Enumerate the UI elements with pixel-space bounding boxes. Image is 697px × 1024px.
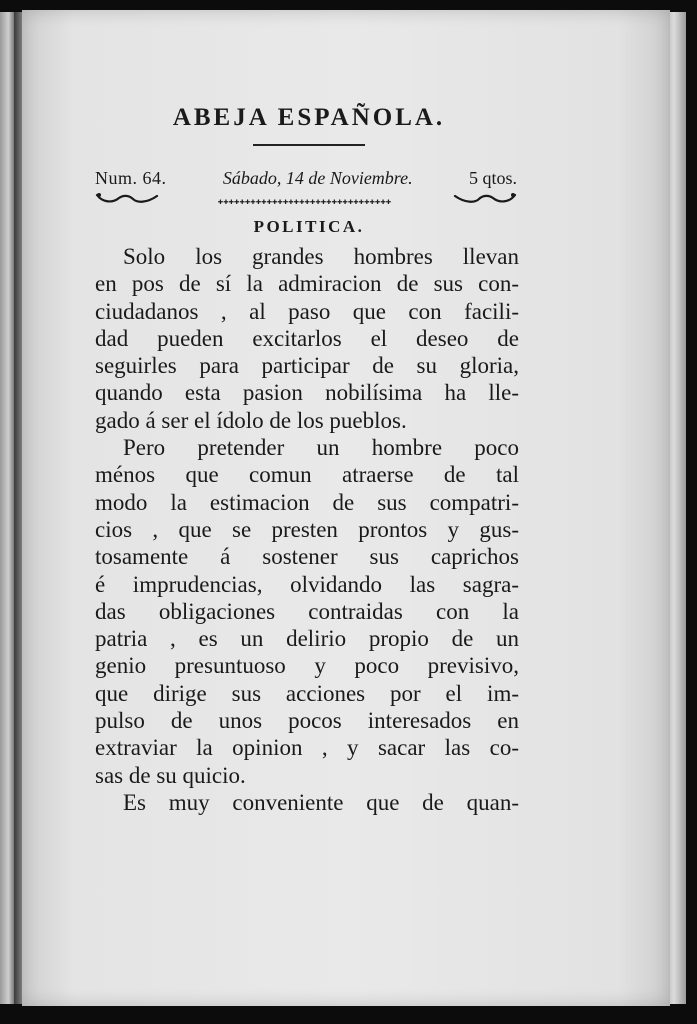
title-rule	[253, 144, 365, 146]
issue-price: 5 qtos.	[468, 168, 517, 188]
text-line: Solo los grandes hombres llevan	[123, 244, 519, 269]
text-line: sas de su quicio.	[95, 762, 246, 788]
section-heading: POLITICA.	[253, 217, 365, 236]
issue-date: Sábado, 14 de Noviembre.	[222, 168, 413, 188]
text-line: Pero pretender un hombre poco	[123, 435, 519, 461]
text-line: tosamente á sostener sus caprichos	[95, 544, 519, 570]
ornament-row	[95, 191, 523, 211]
text-line: genio presuntuoso y poco previsivo,	[95, 653, 519, 679]
issue-line	[95, 168, 523, 189]
text-line: cios , que se presten prontos y gus-	[95, 516, 519, 542]
swash-right-icon	[453, 191, 517, 207]
text-line: ménos que comun atraerse de tal	[95, 462, 519, 488]
text-line: modo la estimacion de sus compatri-	[95, 489, 519, 515]
text-line: ciudadanos , al paso que con facili-	[95, 298, 519, 324]
text-line: é imprudencias, olvidando las sagra-	[95, 571, 519, 597]
text-line: dad pueden excitarlos el deseo de	[95, 325, 519, 351]
article-body	[95, 243, 523, 816]
text-line: seguirles para participar de su gloria,	[95, 353, 519, 379]
text-line: Es muy conveniente que de quan-	[123, 789, 519, 815]
text-line: extraviar la opinion , y sacar las co-	[95, 735, 519, 761]
text-line: patria , es un delirio propio de un	[95, 626, 519, 652]
page-title: ABEJA ESPAÑOLA.	[172, 104, 446, 131]
text-line: gado á ser el ídolo de los pueblos.	[95, 407, 407, 433]
text-line: pulso de unos pocos interesados en	[95, 708, 519, 734]
issue-number: Num. 64.	[95, 168, 167, 188]
text-line: das obligaciones contraidas con la	[95, 598, 519, 624]
page-content	[95, 98, 523, 816]
swash-left-icon	[95, 191, 159, 207]
facing-page-edge	[0, 12, 14, 1004]
ornamental-rule: ✚✚✚✚✚✚✚✚✚✚✚✚✚✚✚✚✚✚✚✚✚✚✚✚✚✚✚✚✚✚✚✚	[217, 197, 392, 207]
text-line: que dirige sus acciones por el im-	[95, 680, 519, 706]
text-line: quando esta pasion nobilísima ha lle-	[95, 380, 519, 406]
text-line: en pos de sí la admiracion de sus con-	[95, 271, 519, 297]
